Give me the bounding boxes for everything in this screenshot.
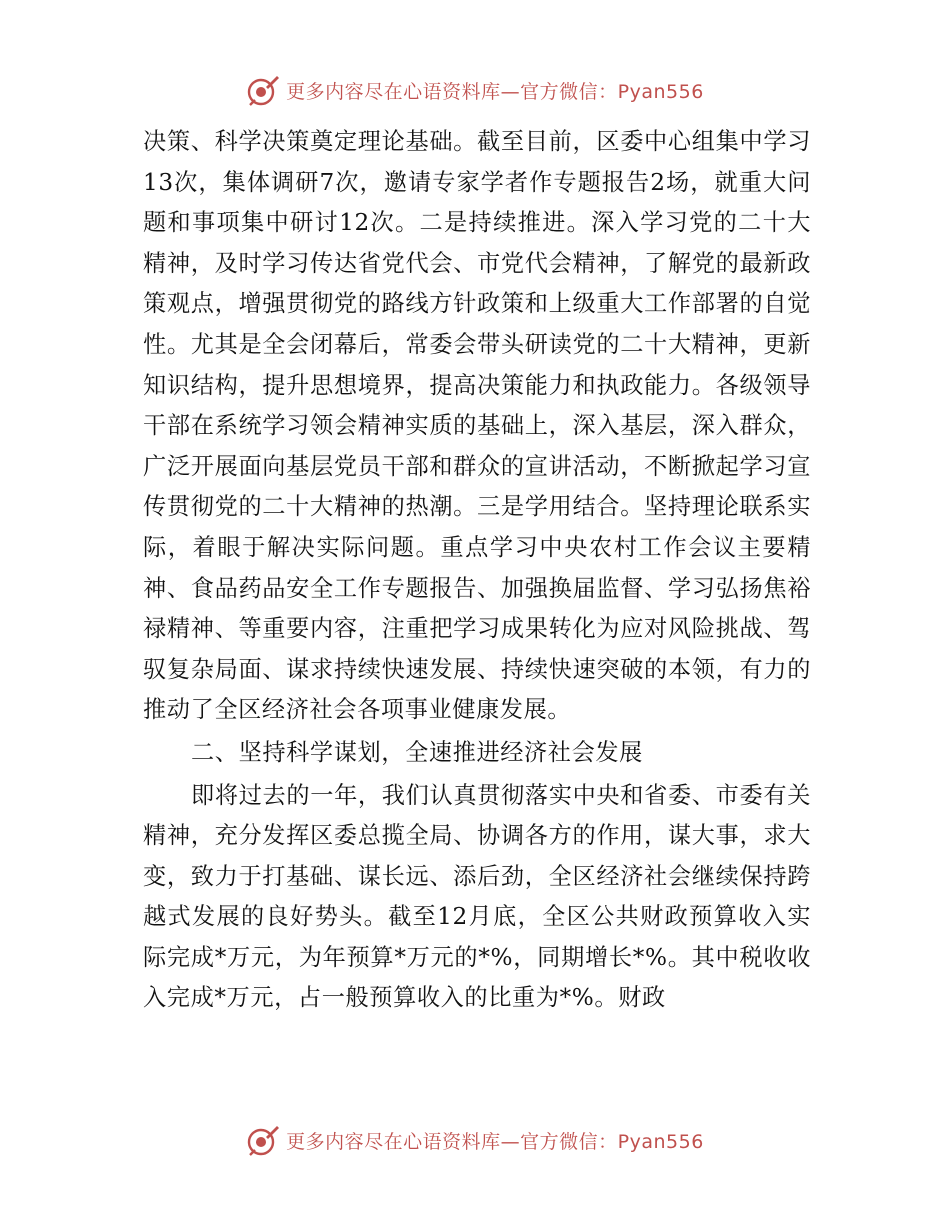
pen-circle-logo-icon [246,1123,280,1157]
watermark-header [0,70,950,110]
watermark-text: 更多内容尽在心语资料库—官方微信：Pyan556 [286,1130,704,1153]
paragraph-economy: 即将过去的一年，我们认真贯彻落实中央和省委、市委有关精神，充分发挥区委总揽全局、协调各方的作用，谋大事，求大变，致力于打基础、谋长远、添后劲，全区经济社会继续保持跨越式发展的良好势头。截至12月底，全区公共财政预算收入实际完成*万元，为年预算*万元的*%，同期增长*%。其中税收收入完成*万元，占一般预算收入的比重为*%。财政 [143,781,811,1012]
pen-circle-logo-icon [246,73,280,107]
document-body [143,122,811,1019]
paragraph-continued: 决策、科学决策奠定理论基础。截至目前，区委中心组集中学习13次，集体调研7次，邀请专家学者作专题报告2场，就重大问题和事项集中研讨12次。二是持续推进。深入学习党的二十大精神，及时学习传达省党代会、市党代会精神，了解党的最新政策观点，增强贯彻党的路线方针政策和上级重大工作部署的自觉性。尤其是全会闭幕后，常委会带头研读党的二十大精神，更新知识结构，提升思想境界，提高决策能力和执政能力。各级领导干部在系统学习领会精神实质的基础上，深入基层，深入群众，广泛开展面向基层党员干部和群众的宣讲活动，不断掀起学习宣传贯彻党的二十大精神的热潮。三是学用结合。坚持理论联系实际，着眼于解决实际问题。重点学习中央农村工作会议主要精神、食品药品安全工作专题报告、加强换届监督、学习弘扬焦裕禄精神、等重要内容，注重把学习成果转化为应对风险挑战、驾驭复杂局面、谋求持续快速发展、持续快速突破的本领，有力的推动了全区经济社会各项事业健康发展。 [143,128,811,724]
section-heading: 二、坚持科学谋划，全速推进经济社会发展 [191,738,643,766]
watermark-footer [0,1120,950,1160]
watermark-text: 更多内容尽在心语资料库—官方微信：Pyan556 [286,80,704,103]
